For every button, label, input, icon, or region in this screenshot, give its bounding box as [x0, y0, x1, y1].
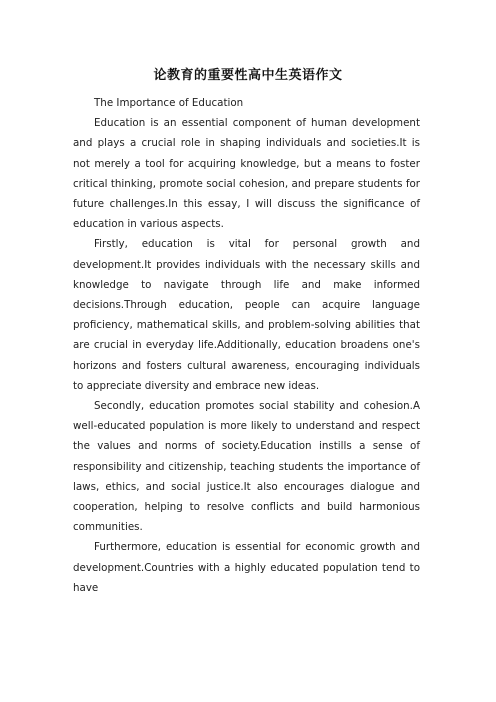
paragraph-personal-growth: Firstly, education is vital for personal growth and development.It provides individuals with the necessary skills and knowledge to navigate through life and make informed decisions.Through education, people can acquire language proficiency, mathematical skills, and problem-solving abilities that are crucial in everyday life.Additionally, education broadens one's horizons and fosters cultural awareness, encouraging individuals to appreciate diversity and embrace new ideas.: [73, 238, 420, 392]
document-body: [73, 93, 420, 598]
paragraph-economic-growth: Furthermore, education is essential for economic growth and development.Countries with a highly educated population tend to have: [73, 541, 420, 594]
paragraph-intro: Education is an essential component of human development and plays a crucial role in shaping individuals and societies.It is not merely a tool for acquiring knowledge, but a means to foster critical thinking, promote social cohesion, and prepare students for future challenges.In this essay, I will discuss the significance of education in various aspects.: [73, 117, 420, 231]
document-title: 论教育的重要性高中生英语作文: [153, 68, 343, 83]
essay-subtitle: The Importance of Education: [94, 97, 244, 109]
paragraph-social-stability: Secondly, education promotes social stability and cohesion.A well-educated population is more likely to understand and respect the values and norms of society.Education instills a sense of responsibility and citizenship, teaching students the importance of laws, ethics, and social justice.It also encourages dialogue and cooperation, helping to resolve conflicts and build harmonious communities.: [73, 400, 420, 534]
